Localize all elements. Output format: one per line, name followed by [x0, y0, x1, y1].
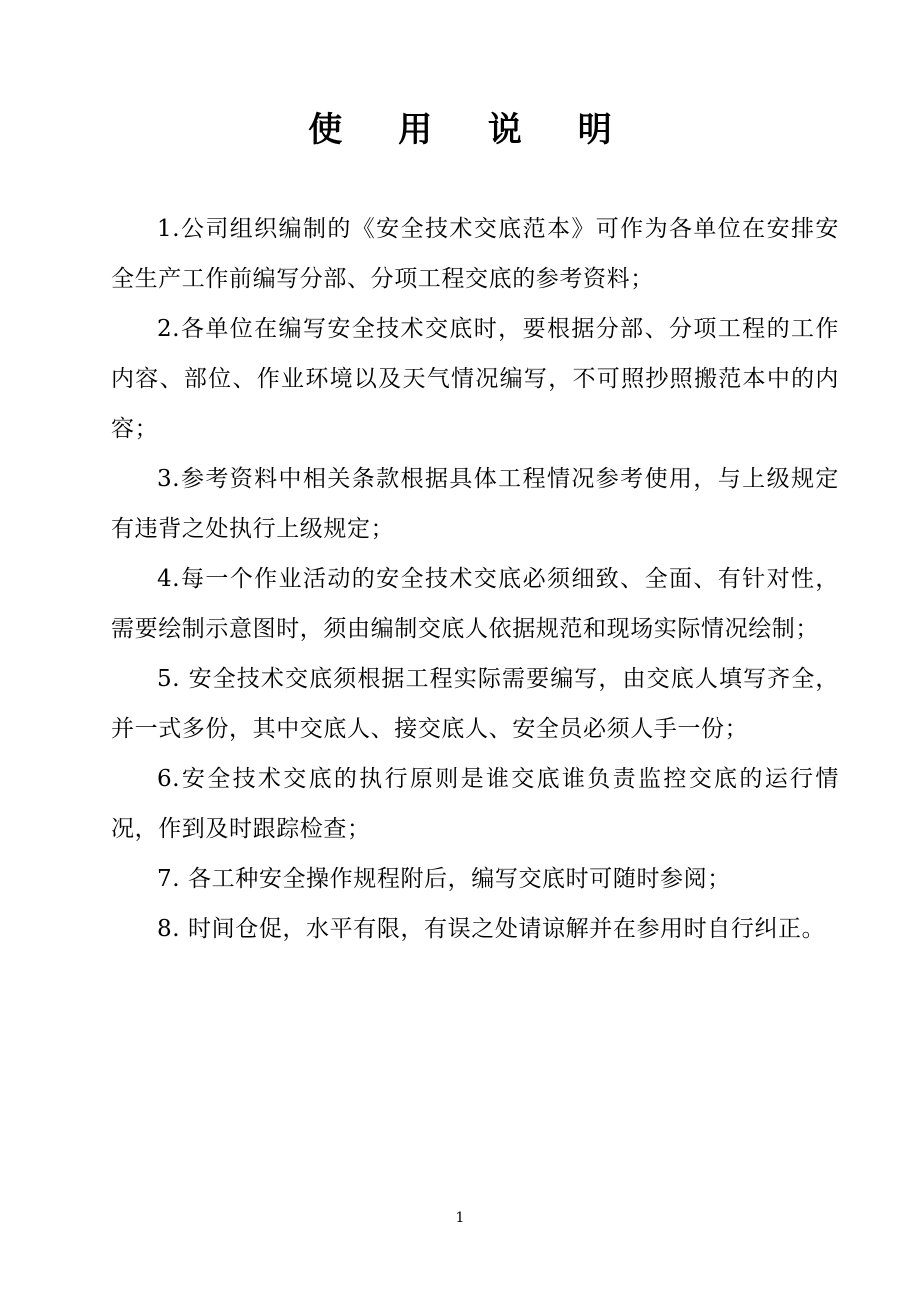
instruction-paragraph-5: 5. 安全技术交底须根据工程实际需要编写，由交底人填写齐全，并一式多份，其中交底人、接交底人、安全员必须人手一份； — [111, 666, 839, 742]
instruction-paragraph-3: 3.参考资料中相关条款根据具体工程情况参考使用，与上级规定有违背之处执行上级规定； — [111, 466, 839, 542]
instruction-paragraph-6: 6.安全技术交底的执行原则是谁交底谁负责监控交底的运行情况，作到及时跟踪检查； — [111, 766, 839, 842]
instructions-body — [111, 204, 839, 954]
instruction-paragraph-8: 8. 时间仓促，水平有限，有误之处请谅解并在参用时自行纠正。 — [157, 916, 826, 942]
instruction-paragraph-2: 2.各单位在编写安全技术交底时，要根据分部、分项工程的工作内容、部位、作业环境以及天气情况编写，不可照抄照搬范本中的内容； — [111, 316, 839, 442]
instruction-paragraph-1: 1.公司组织编制的《安全技术交底范本》可作为各单位在安排安全生产工作前编写分部、分项工程交底的参考资料； — [111, 216, 839, 292]
page-title: 使 用 说 明 — [308, 110, 634, 150]
instruction-paragraph-4: 4.每一个作业活动的安全技术交底必须细致、全面、有针对性，需要绘制示意图时，须由编制交底人依据规范和现场实际情况绘制； — [111, 566, 839, 642]
page-number: 1 — [455, 1210, 465, 1226]
instruction-paragraph-7: 7. 各工种安全操作规程附后，编写交底时可随时参阅； — [157, 866, 731, 892]
